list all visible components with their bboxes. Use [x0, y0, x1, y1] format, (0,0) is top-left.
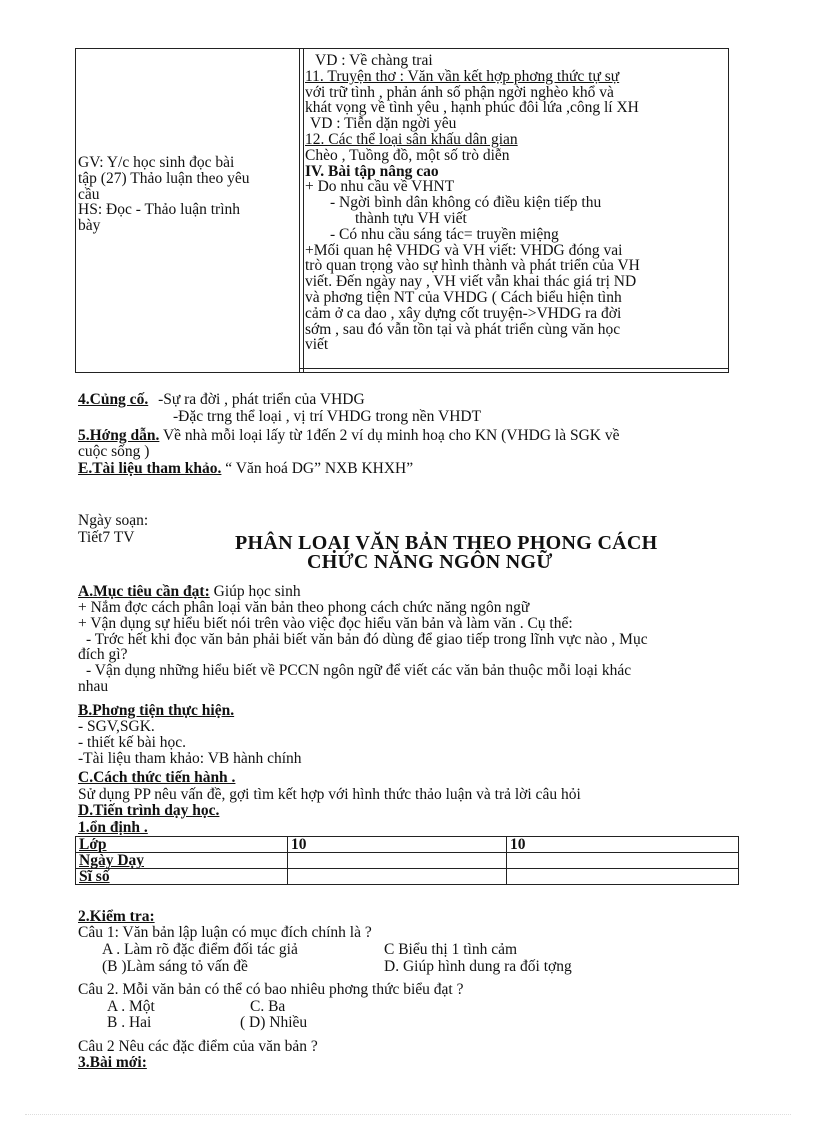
table-row	[76, 869, 739, 885]
left-column-content	[78, 155, 293, 234]
answer-2d: ( D) Nhiều	[240, 1014, 308, 1031]
kiem-tra-heading: 2.Kiểm tra:	[78, 908, 155, 925]
muc-tieu-intro: Giúp học sinh	[209, 583, 301, 600]
cung-co-heading: 4.Củng cố.	[78, 391, 149, 408]
text-line: +Mối quan hệ VHDG và VH viết: VHDG đóng vai	[305, 241, 623, 259]
table-cell: Ngày Dạy	[76, 853, 288, 869]
answer-2b: B . Hai	[107, 1014, 152, 1031]
cung-co-text: -Sự ra đời , phát triển của VHDG	[158, 391, 365, 408]
text-line: với trữ tình , phản ánh số phận ngời nghèo khổ và	[305, 83, 614, 101]
text-line: cầu	[78, 185, 100, 203]
text-line: bày	[78, 217, 101, 235]
text-line: - Vận dụng những hiểu biết về PCCN ngôn ngữ để viết các văn bản thuộc mỗi loại khác	[86, 662, 632, 680]
question-1: Câu 1: Văn bản lập luận có mục đích chính là ?	[78, 924, 372, 941]
text-line: khát vọng về tình yêu , hạnh phúc đôi lứa ,công lí XH	[305, 99, 639, 117]
question-2: Câu 2. Mỗi văn bản có thể có bao nhiêu phơng thức biểu đạt ?	[78, 981, 464, 998]
table-cell: 10	[507, 837, 739, 853]
tai-lieu-line	[78, 461, 413, 477]
text-line: đích gì?	[78, 646, 128, 664]
heading-san-khau: 12. Các thể loại sân khấu dân gian	[305, 130, 518, 148]
right-column-content	[305, 53, 640, 353]
table-cell	[507, 869, 739, 885]
column-divider	[299, 49, 300, 372]
on-dinh-heading: 1.ổn định .	[78, 819, 148, 836]
phuong-tien-list	[78, 719, 302, 766]
table-cell	[288, 853, 507, 869]
page-title-line2: CHỨC NĂNG NGÔN NGỮ	[307, 551, 553, 573]
answer-1c: C Biểu thị 1 tình cảm	[384, 941, 518, 958]
text-line: -Tài liệu tham khảo: VB hành chính	[78, 749, 302, 767]
text-line: và phơng tiện NT của VHDG ( Cách biểu hiện tình	[305, 288, 622, 306]
answer-2a: A . Một	[107, 998, 155, 1015]
muc-tieu-heading: A.Mục tiêu cần đạt:	[78, 583, 210, 600]
answer-1a: A . Làm rõ đặc điểm đối tác giả	[102, 941, 298, 958]
muc-tieu-list	[78, 600, 648, 695]
bullet-line: - Ngời bình dân không có điều kiện tiếp thu	[330, 194, 602, 212]
table-cell	[288, 869, 507, 885]
ngay-soan: Ngày soạn:	[78, 512, 149, 529]
table-cell: Sĩ số	[76, 869, 288, 885]
cung-co-line1	[78, 392, 365, 408]
question-3: Câu 2 Nêu các đặc điểm của văn bản ?	[78, 1038, 318, 1055]
text-line: viết	[305, 336, 329, 354]
text-line: VD : Về chàng trai	[315, 52, 433, 69]
answer-1b: (B )Làm sáng tỏ vấn đề	[102, 958, 248, 975]
cung-co-line2: -Đặc trng thể loại , vị trí VHDG trong nền VHDT	[173, 408, 482, 425]
text-line: thành tựu VH viết	[355, 209, 467, 227]
page-title-line1: PHÂN LOẠI VĂN BẢN THEO PHONG CÁCH	[235, 532, 658, 554]
answer-1d: D. Giúp hình dung ra đối tợng	[384, 958, 572, 975]
text-line: tập (27) Thảo luận theo yêu	[78, 169, 250, 187]
cach-thuc-text: Sử dụng PP nêu vấn đề, gợi tìm kết hợp với hình thức thảo luận và trả lời câu hỏi	[78, 786, 581, 803]
text-line: HS: Đọc - Thảo luận trình	[78, 201, 241, 219]
column-divider-inner	[303, 49, 304, 372]
text-line: sớm , sau đó vẫn tồn tại và phát triển cùng văn học	[305, 320, 621, 338]
text-line: cảm ở ca dao , xây dựng cốt truyện->VHDG ra đời	[305, 304, 622, 322]
table-bottom-rule	[299, 368, 728, 369]
text-line: - Trớc hết khi đọc văn bản phải biết văn bản đó dùng để giao tiếp trong lĩnh vực nào , Mục	[86, 630, 648, 648]
tiet-label: Tiết7 TV	[78, 529, 135, 546]
huong-dan-text: Về nhà mỗi loại lấy từ 1đến 2 ví dụ minh hoạ cho KN (VHDG là SGK về	[159, 427, 620, 444]
text-line: + Vận dụng sự hiểu biết nói trên vào việc đọc hiểu văn bản và làm văn . Cụ thể:	[78, 614, 573, 632]
tai-lieu-text: “ Văn hoá DG” NXB KHXH”	[221, 460, 414, 477]
page-bottom-rule	[25, 1114, 791, 1115]
text-line: - thiết kế bài học.	[78, 733, 187, 751]
huong-dan-heading: 5.Hớng dẫn.	[78, 427, 160, 444]
text-line: + Do nhu cầu về VHNT	[305, 178, 455, 196]
tai-lieu-heading: E.Tài liệu tham khảo.	[78, 460, 222, 477]
phuong-tien-heading: B.Phơng tiện thực hiện.	[78, 702, 235, 719]
text-line: VD : Tiễn dặn ngời yêu	[310, 115, 457, 133]
muc-tieu-line	[78, 584, 301, 600]
cach-thuc-heading: C.Cách thức tiến hành .	[78, 769, 236, 786]
table-cell	[507, 853, 739, 869]
huong-dan-line1	[78, 428, 620, 444]
bullet-line: - Có nhu cầu sáng tác= truyền miệng	[330, 225, 559, 243]
text-line: + Nắm đợc cách phân loại văn bản theo phong cách chức năng ngôn ngữ	[78, 599, 530, 616]
text-line: viết. Đến ngày nay , VH viết vẫn khai thác giá trị ND	[305, 273, 637, 291]
bai-moi-heading: 3.Bài mới:	[78, 1054, 147, 1071]
heading-bai-tap-nang-cao: IV. Bài tập nâng cao	[305, 162, 439, 180]
table-cell: 10	[288, 837, 507, 853]
text-line: Chèo , Tuồng đồ, một số trò diễn	[305, 146, 510, 164]
huong-dan-line2: cuộc sống )	[78, 443, 150, 460]
tien-trinh-heading: D.Tiến trình dạy học.	[78, 802, 220, 819]
class-table	[75, 836, 739, 885]
text-line: trò quan trọng vào sự hình thành và phát triển của VH	[305, 257, 640, 275]
table-row	[76, 853, 739, 869]
heading-truyen-tho: 11. Truyện thơ : Văn vần kết hợp phơng thức tự sự	[305, 67, 620, 85]
text-line: GV: Y/c học sinh đọc bài	[78, 154, 235, 171]
table-cell: Lớp	[76, 837, 288, 853]
table-row	[76, 837, 739, 853]
text-line: nhau	[78, 677, 109, 695]
text-line: - SGV,SGK.	[78, 718, 155, 735]
answer-2c: C. Ba	[250, 998, 286, 1015]
